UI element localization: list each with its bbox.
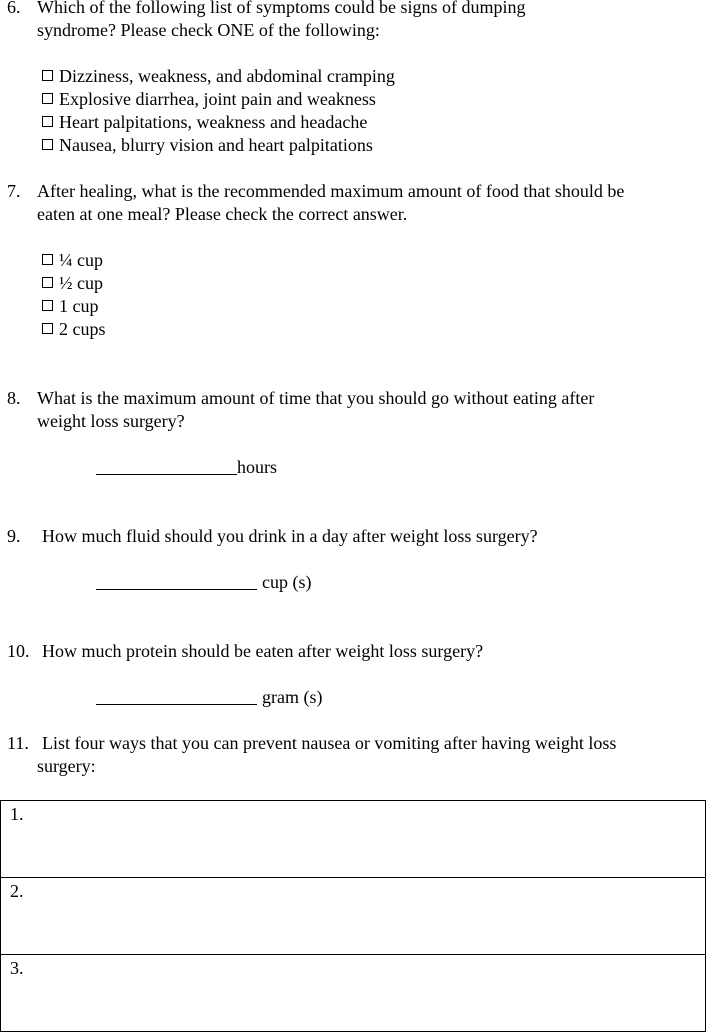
- q10-unit: gram (s): [262, 687, 323, 707]
- q11-number: 11.: [7, 733, 29, 753]
- table-row: [1, 801, 706, 878]
- checkbox[interactable]: [42, 323, 53, 334]
- checkbox[interactable]: [42, 254, 53, 265]
- q11-text-line2: surgery:: [37, 756, 96, 776]
- checkbox[interactable]: [42, 70, 53, 81]
- answer-line[interactable]: [96, 688, 257, 705]
- q9-text-line1: How much fluid should you drink in a day after weight loss surgery?: [42, 526, 538, 546]
- q6-text-line2: syndrome? Please check ONE of the following:: [37, 20, 380, 40]
- q10-number: 10.: [7, 641, 30, 661]
- option-label: Nausea, blurry vision and heart palpitations: [59, 135, 373, 155]
- q8-unit: hours: [237, 457, 277, 477]
- q6-text-line1: Which of the following list of symptoms could be signs of dumping: [37, 0, 526, 17]
- answer-line[interactable]: [96, 458, 237, 475]
- q7-text-line2: eaten at one meal? Please check the correct answer.: [37, 204, 408, 224]
- option-label: 1 cup: [59, 296, 99, 316]
- answer-line[interactable]: [96, 573, 257, 590]
- checkbox[interactable]: [42, 300, 53, 311]
- checkbox[interactable]: [42, 93, 53, 104]
- q8-answer-blank[interactable]: [96, 456, 277, 479]
- q7-text-line1: After healing, what is the recommended maximum amount of food that should be: [37, 181, 625, 201]
- q6-option-4[interactable]: [42, 134, 373, 157]
- q7-number: 7.: [7, 181, 21, 201]
- option-label: Heart palpitations, weakness and headache: [59, 112, 368, 132]
- q7-option-2[interactable]: [42, 272, 103, 295]
- q9-unit: cup (s): [262, 572, 312, 592]
- option-label: ¼ cup: [59, 250, 103, 270]
- row-number: 1.: [10, 804, 24, 824]
- table-row: [1, 878, 706, 955]
- q6-number: 6.: [7, 0, 21, 17]
- q7-option-3[interactable]: [42, 295, 99, 318]
- q8-text-line1: What is the maximum amount of time that you should go without eating after: [37, 388, 595, 408]
- option-label: 2 cups: [59, 319, 106, 339]
- q6-option-2[interactable]: [42, 88, 376, 111]
- q7-option-4[interactable]: [42, 318, 106, 341]
- checkbox[interactable]: [42, 139, 53, 150]
- q11-answer-table: [0, 800, 706, 1032]
- answer-cell-1[interactable]: [1, 801, 706, 878]
- q9-answer-blank[interactable]: [96, 571, 311, 594]
- option-label: ½ cup: [59, 273, 103, 293]
- option-label: Explosive diarrhea, joint pain and weakness: [59, 89, 376, 109]
- q9-number: 9.: [7, 526, 21, 546]
- answer-cell-2[interactable]: [1, 878, 706, 955]
- q11-text-line1: List four ways that you can prevent nausea or vomiting after having weight loss: [42, 733, 617, 753]
- q7-option-1[interactable]: [42, 249, 103, 272]
- q6-option-3[interactable]: [42, 111, 367, 134]
- q10-answer-blank[interactable]: [96, 686, 322, 709]
- q6-option-1[interactable]: [42, 65, 395, 88]
- checkbox[interactable]: [42, 116, 53, 127]
- option-label: Dizziness, weakness, and abdominal cramping: [59, 66, 395, 86]
- row-number: 2.: [10, 881, 24, 901]
- q8-number: 8.: [7, 388, 21, 408]
- q8-text-line2: weight loss surgery?: [37, 411, 185, 431]
- row-number: 3.: [10, 958, 24, 978]
- q10-text-line1: How much protein should be eaten after weight loss surgery?: [42, 641, 484, 661]
- checkbox[interactable]: [42, 277, 53, 288]
